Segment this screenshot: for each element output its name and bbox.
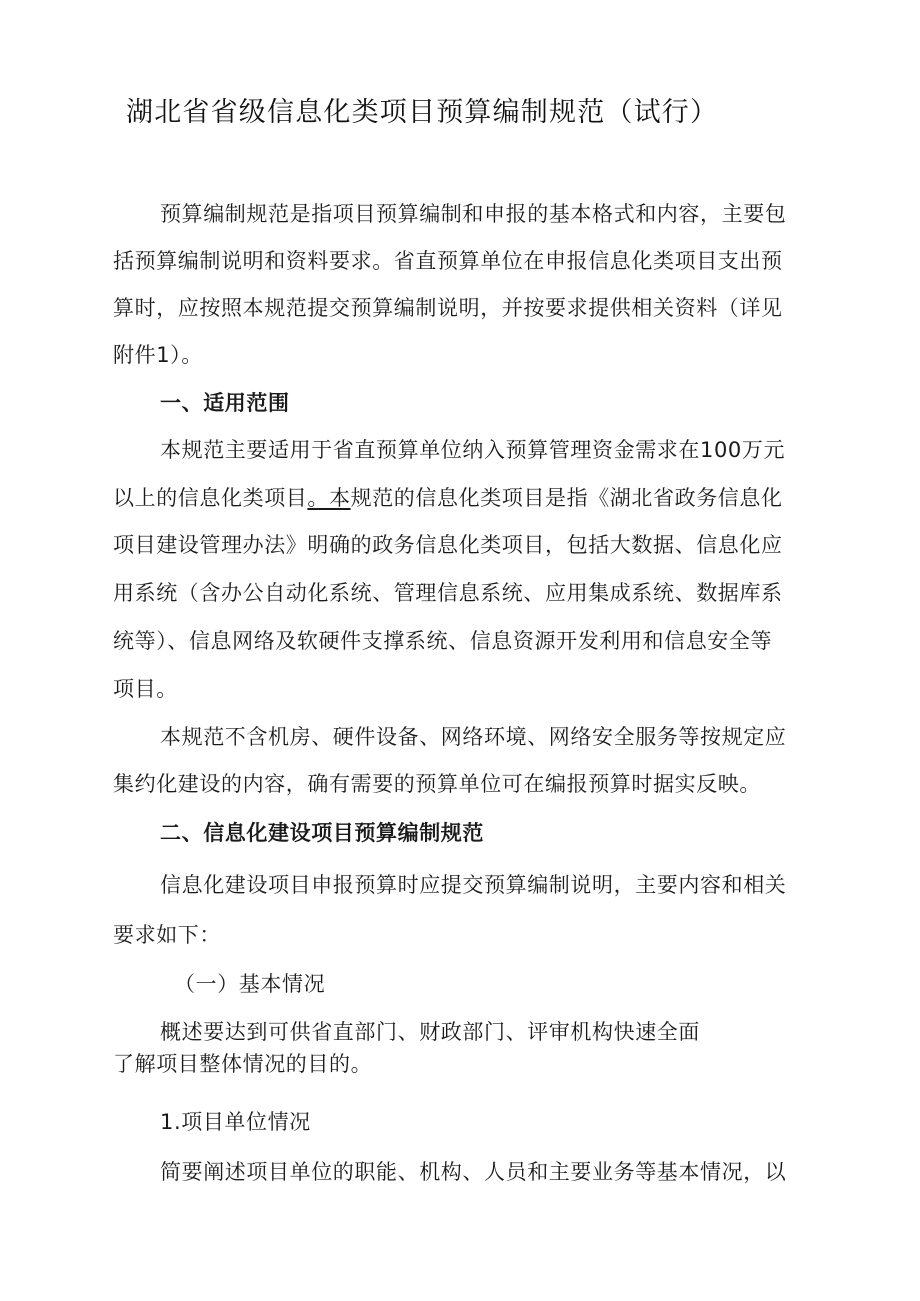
section-1-p1-line-2 [113,484,783,512]
underlined-text: 。本 [307,486,351,510]
section-1-p1-line-6: 项目。 [113,677,178,701]
section-1-p2-line-2: 集约化建设的内容，确有需要的预算单位可在编报预算时据实反映。 [113,772,761,796]
intro-line-1: 预算编制规范是指项目预算编制和申报的基本格式和内容，主要包 [160,202,787,226]
section-2-p1-line-1: 信息化建设项目申报预算时应提交预算编制说明，主要内容和相关 [160,873,787,897]
subsection-1-p1-line-1: 概述要达到可供省直部门、财政部门、评审机构快速全面 [160,1020,700,1044]
intro-line-4: 附件1）。 [113,343,203,367]
section-1-p1-line-5: 统等）、信息网络及软硬件支撑系统、信息资源开发利用和信息安全等 [113,629,773,653]
section-2-p1-line-2: 要求如下： [113,923,221,947]
section-1-p1-line-4: 用系统（含办公自动化系统、管理信息系统、应用集成系统、数据库系 [113,581,783,605]
section-1-p1-line-2a: 以上的信息化类项目 [113,486,308,510]
item-1-line-1: 简要阐述项目单位的职能、机构、人员和主要业务等基本情况，以 [160,1160,787,1184]
intro-line-2: 括预算编制说明和资料要求。省直预算单位在申报信息化类项目支出预 [113,249,783,273]
intro-line-3: 算时，应按照本规范提交预算编制说明，并按要求提供相关资料（详见 [113,296,783,320]
section-1-p1-line-2c: 规范的信息化类项目是指《湖北省政务信息化 [350,486,783,510]
item-1-heading: 1.项目单位情况 [160,1110,311,1134]
subsection-1-p1-line-2: 了解项目整体情况的目的。 [113,1052,373,1076]
section-1-p1-line-1: 本规范主要适用于省直预算单位纳入预算管理资金需求在100万元 [160,438,786,462]
section-1-p2-line-1: 本规范不含机房、硬件设备、网络环境、网络安全服务等按规定应 [160,725,787,749]
section-1-p1-line-3: 项目建设管理办法》明确的政务信息化类项目，包括大数据、信息化应 [113,533,783,557]
subsection-1-heading: （一）基本情况 [174,972,326,996]
section-1-heading: 一、适用范围 [160,391,290,415]
document-title: 湖北省省级信息化类项目预算编制规范（试行） [126,97,719,128]
section-2-heading: 二、信息化建设项目预算编制规范 [160,821,484,845]
